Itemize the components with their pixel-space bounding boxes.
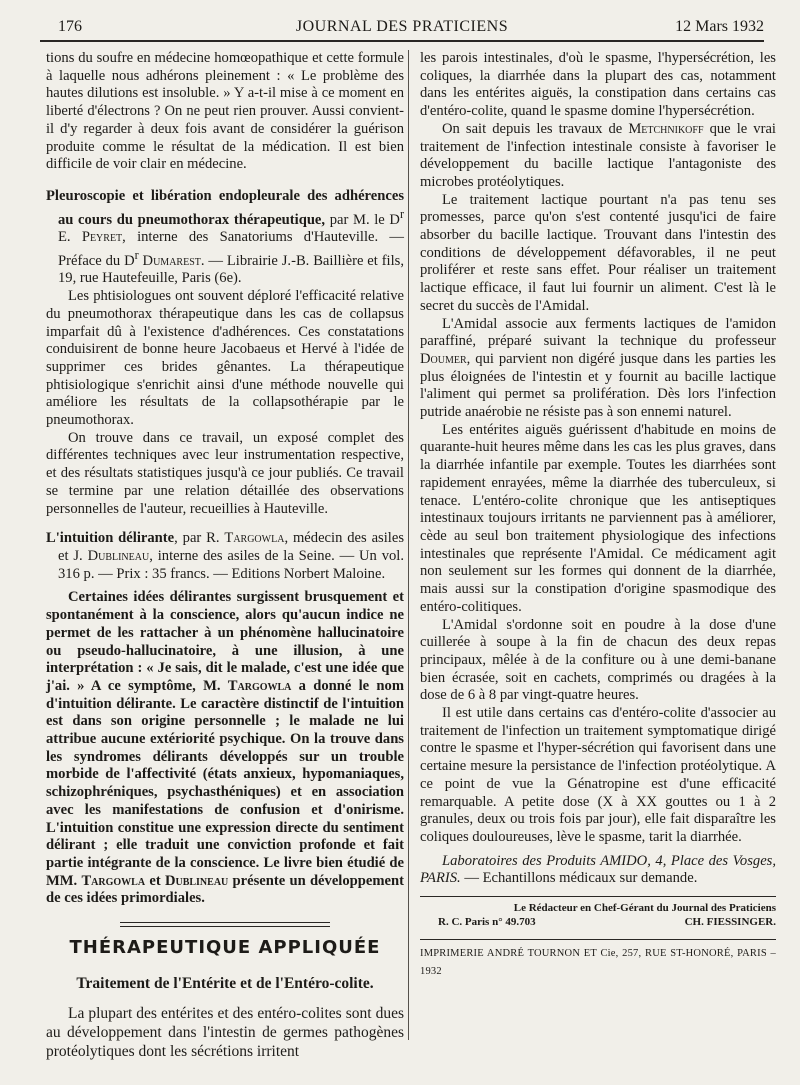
article-title: Traitement de l'Entérite et de l'Entéro-colite. [76, 974, 374, 992]
author-name: E. Peyret [58, 229, 123, 246]
journal-title: JOURNAL DES PRATICIENS [295, 18, 509, 35]
editor-line: Le Rédacteur en Chef-Gérant du Journal des Praticiens [513, 902, 776, 915]
footer-rule [420, 896, 776, 897]
article-paragraph: L'Amidal s'ordonne soit en poudre à la dose d'une cuillerée à soupe à la fin de chacun des deux repas principaux, mêlée à de la confiture ou à une demi-banane bien écrasée, soit en cachets, comprimés ou dragées à la dose de 6 à 8 par vingt-quatre heures. [420, 616, 776, 704]
section-separator [120, 922, 330, 927]
review-intuition: L'intuition délirante, par R. Targowla, médecin des asiles et J. Dublineau, interne des asiles de la Seine. — Un vol. 316 p. — Prix : 35 francs. — Editions Norbert Maloine. [46, 530, 404, 582]
review-title: L'intuition délirante [46, 530, 175, 547]
editor-block [420, 901, 776, 929]
left-column [46, 50, 404, 1061]
article-paragraph: Les entérites aiguës guérissent d'habitude en moins de quarante-huit heures même dans les cas les plus graves, dans la diarrhée infantile par exemple. Toutes les diarrhées sont rapidement enrayées, même la diarrhée des tuberculeux, si tenace. L'entéro-colite chronique que les antiseptiques intestinaux toujours irritants ne parviennent pas à améliorer, cède au seul bon traitement physiologique des infections intestinales que représente l'Amidal. Ce médicament agit non seulement sur les formes qui donnent de la diarrhée, mais aussi sur la constipation d'origine spasmodique des entéro-colitiques. [420, 421, 776, 615]
header-rule [40, 40, 764, 42]
intro-paragraph: tions du soufre en médecine homœopathique et cette formule à laquelle nous adhérons pleinement : « Le problème des hautes dilutions est insoluble. » Y a-t-il mise à ce moment en liberté d'électrons ? On ne peut rien prouver. Aussi convient-il d'y regarder à deux fois avant de considérer la guérison produite comme le résultat de la médication. Il est bien difficile de voir clair en médecine. [46, 50, 404, 173]
editor-name: CH. FIESSINGER. [684, 916, 776, 929]
article-paragraph: les parois intestinales, d'où le spasme, l'hypersécrétion, les coliques, la diarrhée dans la plupart des cas, notamment dans les entérites aiguës, la constipation dans certains cas d'entéro-colite, quand le spasme domine l'hypersécrétion. [420, 50, 776, 120]
printer-line: IMPRIMERIE ANDRÉ TOURNON ET Cie, 257, RUE ST-HONORÉ, PARIS – 1932 [420, 939, 776, 980]
article-paragraph: L'Amidal associe aux ferments lactiques de l'amidon paraffiné, préparé suivant la technique du professeur Doumer, qui parvient non digéré jusque dans les parties les plus éloignées de l'intestin et y fournit au bacille lactique l'aliment qui permet sa prolifération. Dès lors l'infection putride anaérobie ne résiste pas à son ennemi naturel. [420, 315, 776, 421]
advertiser-line: Laboratoires des Produits AMIDO, 4, Place des Vosges, PARIS. — Echantillons médicaux sur demande. [420, 852, 776, 887]
review-paragraph: Certaines idées délirantes surgissent brusquement et spontanément à la conscience, alors qu'aucun indice ne permet de les rattacher à un phénomène hallucinatoire ou pseudo-hallucinatoire, à une illusion, à une interprétation : « Je sais, dit le malade, c'est une idée que j'ai. » A ce symptôme, M. Targowla a donné le nom d'intuition délirante. Le caractère distinctif de l'intuition est dans son origine personnelle ; le malade ne lui attribue aucune extériorité psychique. On la trouve dans les syndromes délirants développés sur un trouble morbide de l'affectivité (états anxieux, hypomaniaques, schizophréniques, psychasthéniques) et en association avec les manifestations de confusion et d'onirisme. L'intuition constitue une expression directe du sentiment délirant ; elle traduit une conviction profonde et fait partie intégrante de la conscience. Le livre bien étudié de MM. Targowla et Dublineau présente un développement de ces idées primordiales. [46, 589, 404, 907]
right-column [420, 50, 776, 980]
author-name: Targowla [224, 530, 285, 547]
preface-author: Dumarest [142, 252, 201, 269]
review-pleuroscopie: Pleuroscopie et libération endopleurale des adhérences au cours du pneumothorax thérapeutique, par M. le $D^r$ E. Peyret, interne des Sanatoriums d'Hauteville. — Préface du $D^r$ Dumarest. — Librairie J.-B. Baillière et fils, 19, rue Hautefeuille, Paris (6e). [46, 187, 405, 287]
author-name: Dublineau [87, 548, 150, 564]
article-paragraph: Il est utile dans certains cas d'entéro-colite d'associer au traitement de l'infection un traitement symptomatique dirigé contre le spasme et l'hyper-sécrétion qui favorisent dans une certaine mesure la persistance de l'infection protéolytique. A ce point de vue la Génatropine est d'une efficacité remarquable. A petite dose (X à XX gouttes ou 1 à 2 granules, deux ou trois fois par jour), elle fait disparaître les coliques douloureuses, lève le spasme, tarit la diarrhée. [420, 705, 776, 845]
column-divider [408, 50, 409, 1040]
article-paragraph: On sait depuis les travaux de Metchnikoff que le vrai traitement de l'infection intestinale consiste à favoriser le développement du bacille lactique l'antagoniste des microbes protéolytiques. [420, 120, 776, 190]
article-paragraph: La plupart des entérites et des entéro-colites sont dues au développement dans l'intestin de germes pathogènes protéolytiques dont les sécrétions irritent [46, 1005, 404, 1061]
issue-date: 12 Mars 1932 [675, 18, 764, 35]
review-title: Pleuroscopie et libération endopleurale des adhérences au cours du pneumothorax thérapeutique, [46, 187, 404, 228]
section-title: THÉRAPEUTIQUE APPLIQUÉE [69, 937, 381, 959]
rc-number: R. C. Paris n° 49.703 [438, 916, 536, 929]
review-paragraph: On trouve dans ce travail, un exposé complet des différentes techniques avec leur instrumentation respective, et des résultats statistiques jusqu'à ce jour publiés. Ce travail se termine par une relation détaillée des observations personnelles de l'auteur, recueillies à Hauteville. [46, 429, 404, 517]
article-paragraph: Le traitement lactique pourtant n'a pas tenu ses promesses, parce qu'on s'est contenté jusqu'ici de faire absorber du bacille lactique. Trouvant dans l'intestin des conditions de développement défavorables, il ne peut proliférer et reste sans effet. Pour réaliser un traitement lactique efficace, il faut lui fournir un aliment. C'est là le secret du succès de l'Amidal. [420, 191, 776, 314]
page-number: 176 [58, 18, 82, 35]
review-paragraph: Les phtisiologues ont souvent déploré l'efficacité relative du pneumothorax thérapeutique dans les cas de collapsus imparfait dû à l'existence d'adhérences. Ces constatations conduisirent de bonne heure Jacobaeus et Hervé à l'idée de supprimer ces brides gênantes. La thérapeutique phtisiologique s'enrichit ainsi d'une méthode nouvelle qui améliore les résultats de la collapsothérapie par le pneumothorax. [46, 288, 404, 429]
